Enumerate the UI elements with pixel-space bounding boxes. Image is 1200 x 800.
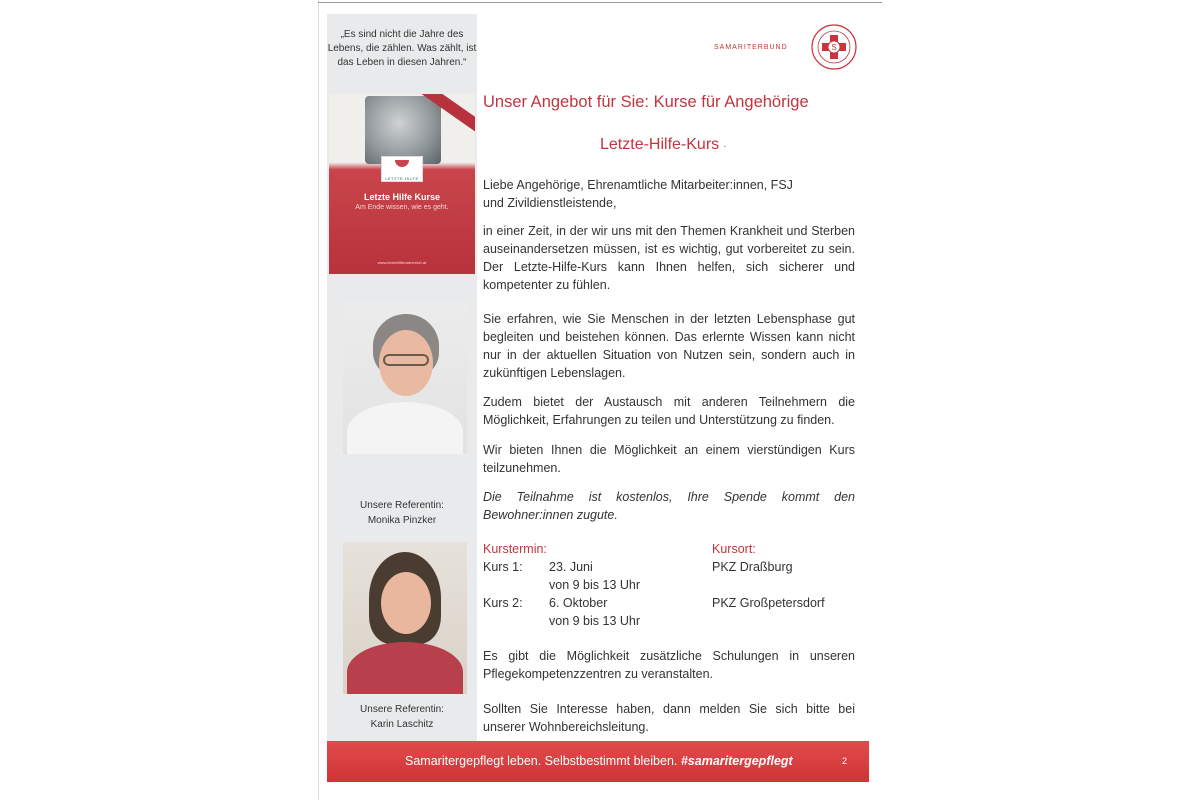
speaker-caption-2 [327, 702, 477, 732]
speaker-name: Monika Pinzker [367, 515, 437, 526]
course-title [600, 136, 727, 154]
face-shape [381, 572, 431, 634]
shoulders-shape [347, 642, 463, 694]
course-title-text: Letzte-Hilfe-Kurs [600, 136, 720, 153]
learn-paragraph: Sie erfahren, wie Sie Menschen in der letzten Lebensphase gut begleiten und beistehen können. Das erlernte Wissen kann nicht nur in der aktuellen Situation von Nutzen sein, sondern auch in zukünftigen Lebenslagen. [483, 312, 855, 380]
footer-slogan-text: Samaritergepflegt leben. Selbstbestimmt bleiben. [405, 754, 678, 768]
speaker-photo-karin [343, 542, 467, 694]
poster-photo [365, 96, 441, 164]
course-2-date: 6. Oktober [549, 596, 608, 610]
sidebar-quote: „Es sind nicht die Jahre des Lebens, die zählen. Was zählt, ist das Leben in diesen Jahren.“ [327, 29, 477, 68]
training-paragraph: Es gibt die Möglichkeit zusätzliche Schulungen in unseren Pflegekompetenzzentren zu veranstalten. [483, 649, 855, 681]
course-1-label: Kurs 1: [483, 560, 523, 574]
letzte-hilfe-logo [381, 156, 423, 182]
poster-logo-text: LETZTE HILFE [385, 176, 419, 181]
bowl-icon [395, 160, 409, 167]
page-title: Unser Angebot für Sie: Kurse für Angehörige [483, 93, 809, 111]
contact-paragraph: Sollten Sie Interesse haben, dann melden Sie sich bitte bei unserer Wohnbereichsleitung. [483, 702, 855, 734]
course-2-label: Kurs 2: [483, 596, 523, 610]
page-number: 2 [841, 756, 847, 766]
speaker-label: Unsere Referentin: [360, 500, 444, 511]
letzte-hilfe-poster [329, 94, 475, 274]
poster-subtitle: Am Ende wissen, wie es geht. [355, 204, 449, 211]
shoulders-shape [347, 402, 463, 454]
footer-slogan [405, 754, 793, 768]
poster-url: www.letztehilfeosterreich.at [377, 260, 427, 265]
course-2-place: PKZ Großpetersdorf [712, 596, 825, 610]
dot-mark: · [723, 141, 727, 152]
speaker-name: Karin Laschitz [370, 719, 434, 730]
speaker-photo-monika [343, 302, 467, 454]
sidebar [327, 14, 477, 742]
greeting-paragraph: Liebe Angehörige, Ehrenamtliche Mitarbeiter:innen, FSJ und Zivildienstleistende, [483, 178, 793, 210]
exchange-paragraph: Zudem bietet der Austausch mit anderen Teilnehmern die Möglichkeit, Erfahrungen zu teilen und Unterstützung zu finden. [483, 395, 855, 427]
course-1-place: PKZ Draßburg [712, 560, 793, 574]
brand-name: SAMARITERBUND [714, 44, 788, 51]
speaker-label: Unsere Referentin: [360, 704, 444, 715]
course-2-time: von 9 bis 13 Uhr [549, 614, 641, 628]
cost-paragraph: Die Teilnahme ist kostenlos, Ihre Spende kommt den Bewohner:innen zugute. [483, 490, 855, 522]
samariterbund-seal-icon [811, 24, 857, 70]
course-place-header: Kursort: [712, 542, 756, 556]
course-1-date: 23. Juni [549, 560, 593, 574]
footer-banner [327, 741, 869, 782]
glasses-shape [383, 354, 429, 366]
footer-hashtag: #samaritergepflegt [680, 754, 793, 768]
page-top-rule [318, 2, 882, 3]
intro-paragraph: in einer Zeit, in der wir uns mit den Themen Krankheit und Sterben auseinandersetzen müssen, ist es wichtig, gut vorbereitet zu sein. Der Letzte-Hilfe-Kurs kann Ihnen helfen, sich sicherer und kompetenter zu fühlen. [483, 224, 855, 292]
poster-title: Letzte Hilfe Kurse [363, 192, 441, 202]
course-1-time: von 9 bis 13 Uhr [549, 578, 641, 592]
offer-paragraph: Wir bieten Ihnen die Möglichkeit an einem vierstündigen Kurs teilzunehmen. [483, 443, 855, 475]
course-date-header: Kurstermin: [483, 542, 547, 556]
svg-text:S: S [831, 43, 837, 52]
speaker-caption-1 [327, 498, 477, 528]
page-edge [318, 0, 319, 800]
